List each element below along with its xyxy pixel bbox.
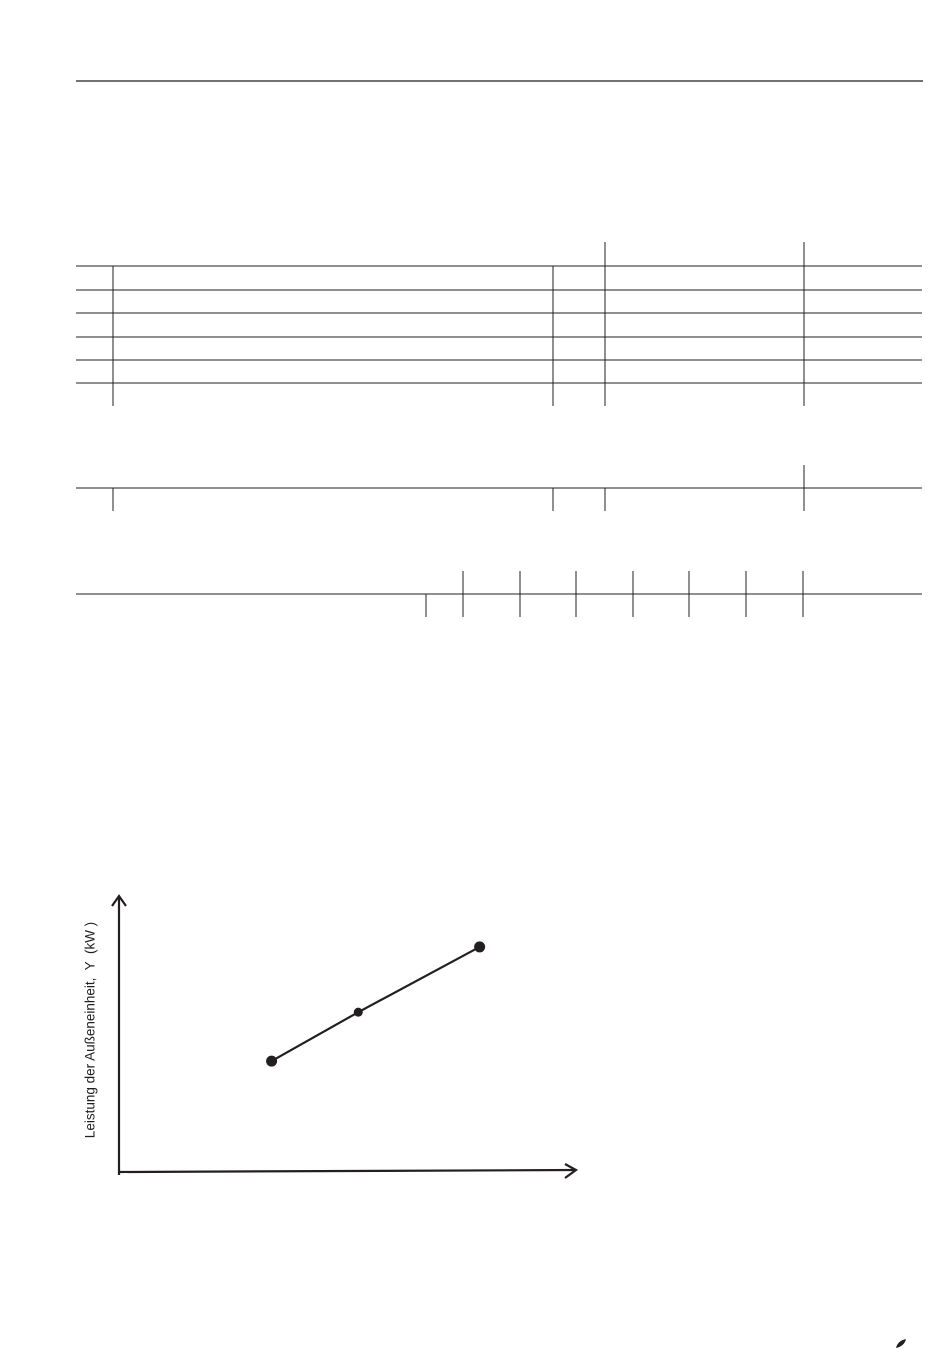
data-point	[266, 1056, 277, 1067]
series-line	[272, 947, 480, 1061]
data-point	[354, 1008, 363, 1017]
chart-plot-area	[266, 941, 485, 1066]
chart-axes	[112, 896, 576, 1178]
x-axis	[119, 1170, 575, 1172]
table-1	[76, 242, 922, 406]
table-3	[76, 571, 922, 617]
table-2	[76, 465, 922, 511]
y-axis-label: Leistung der Außeneinheit, Y (kW )	[82, 921, 98, 1139]
leaf-icon	[896, 1339, 906, 1348]
data-point	[474, 941, 485, 952]
